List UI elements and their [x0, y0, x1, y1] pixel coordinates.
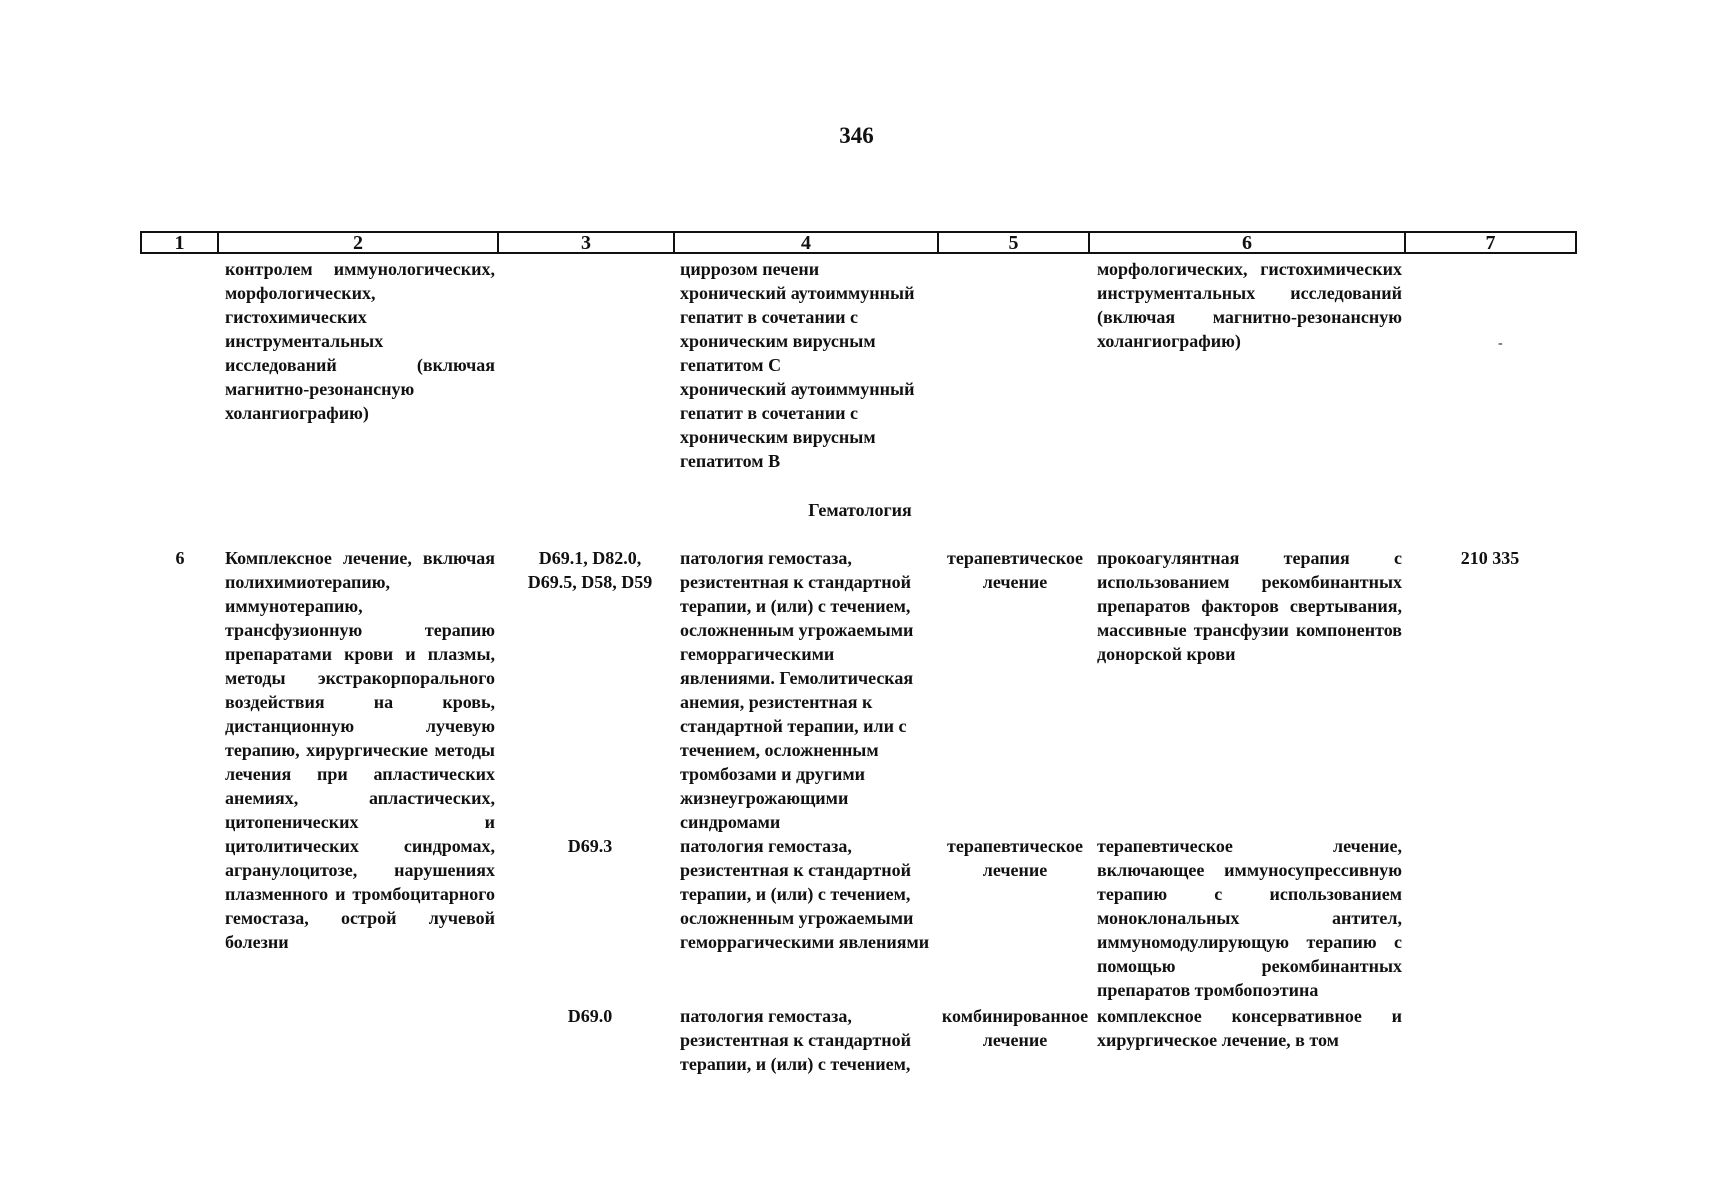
row-cost: 210 335: [1460, 548, 1520, 568]
header-col-5: 5: [939, 233, 1090, 252]
header-col-7: 7: [1485, 232, 1496, 254]
entry-2-codes: D69.3: [567, 836, 613, 856]
entry-1-model: патология гемостаза, резистентная к стандартной терапии, и (или) с течением, осложненным угрожаемыми геморрагическими явлениями. Гемолитическая анемия, резистентная к стандартной терапии, или с течением, осложненным тромбозами и другими жизнеугрожающими синдромами: [680, 548, 914, 832]
header-col-2: 2: [219, 233, 499, 252]
header-col-4: 4: [675, 233, 939, 252]
header-col-3: 3: [499, 233, 675, 252]
entry-1-codes: D69.1, D82.0, D69.5, D58, D59: [527, 548, 653, 592]
continued-method: морфологических, гистохимических инструментальных исследований (включая магнитно-резонансную холангиографию): [1097, 259, 1402, 351]
continued-model: циррозом печени хронический аутоиммунный гепатит в сочетании с хроническим вирусным гепатитом С хронический аутоиммунный гепатит в сочетании с хроническим вирусным гепатитом В: [680, 259, 915, 471]
entry-2-method: терапевтическое лечение, включающее иммуносупрессивную терапию с использованием моноклональных антител, иммуномодулирующую терапию с помощью рекомбинантных препаратов тромбопоэтина: [1097, 836, 1402, 1000]
stray-mark: -: [1498, 336, 1503, 351]
header-col-6: 6: [1090, 233, 1406, 252]
entry-2-model: патология гемостаза, резистентная к стандартной терапии, и (или) с течением, осложненным угрожаемыми геморрагическими явлениями: [680, 836, 930, 952]
entry-1-method: прокоагулянтная терапия с использованием рекомбинантных препаратов факторов свертывания, массивные трансфузии компонентов донорской крови: [1097, 548, 1402, 664]
table-header-row: [140, 231, 1577, 254]
continued-description: контролем иммунологических, морфологических, гистохимических инструментальных исследований (включая магнитно-резонансную холангиографию): [225, 259, 495, 423]
entry-3-codes: D69.0: [567, 1006, 613, 1026]
page-number: 346: [839, 123, 874, 148]
header-col-1: 1: [142, 233, 219, 252]
section-title: Гематология: [808, 500, 912, 520]
row-description: Комплексное лечение, включая полихимиотерапию, иммунотерапию, трансфузионную терапию препаратами крови и плазмы, методы экстракорпорального воздействия на кровь, дистанционную лучевую терапию, хирургические методы лечения при апластических анемиях, апластических, цитопенических и цитолитических синдромах, агранулоцитозе, нарушениях плазменного и тромбоцитарного гемостаза, острой лучевой болезни: [225, 548, 495, 952]
entry-3-type: комбинированное лечение: [941, 1006, 1089, 1050]
entry-2-type: терапевтическое лечение: [947, 836, 1083, 880]
entry-3-method: комплексное консервативное и хирургическое лечение, в том: [1097, 1006, 1402, 1050]
entry-1-type: терапевтическое лечение: [947, 548, 1083, 592]
entry-3-model: патология гемостаза, резистентная к стандартной терапии, и (или) с течением,: [680, 1006, 912, 1074]
row-number: 6: [175, 548, 185, 568]
